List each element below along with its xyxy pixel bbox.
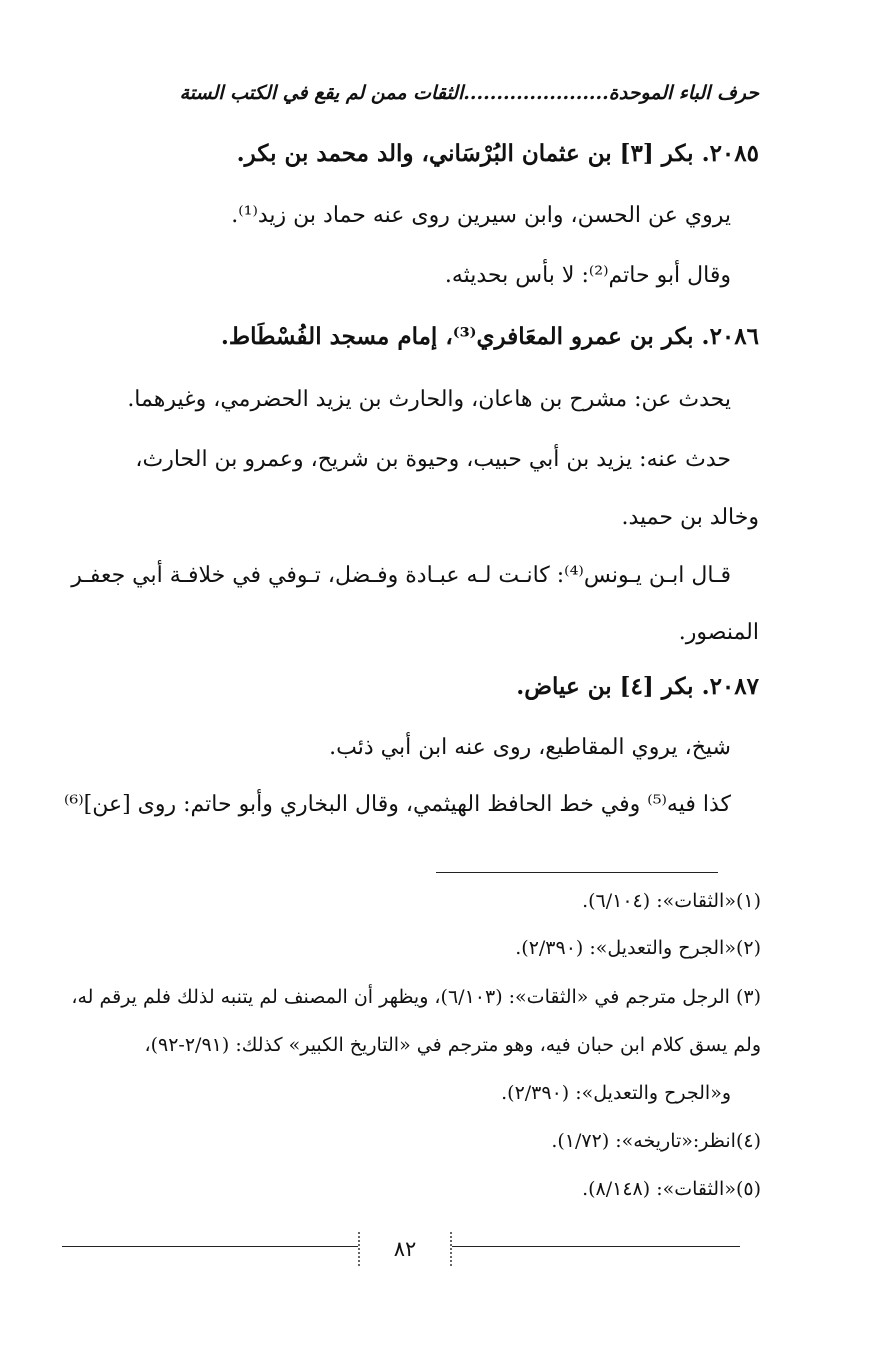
header-book-title: الثقات ممن لم يقع في الكتب الستة xyxy=(179,82,464,104)
body-line: وخالد بن حميد. xyxy=(621,505,759,530)
footnote: (١)«الثقات»: (٦/١٠٤). xyxy=(582,890,761,912)
body-line: قـال ابـن يـونس⁽⁴⁾: كانـت لـه عبـادة وفـضل، تـوفي في خلافـة أبي جعفـر xyxy=(71,563,731,588)
body-line: كذا فيه⁽⁵⁾ وفي خط الحافظ الهيثمي، وقال البخاري وأبو حاتم: روى [عن]⁽⁶⁾ xyxy=(64,792,731,817)
page-number-box xyxy=(358,1232,452,1266)
footnote: و«الجرح والتعديل»: (٢/٣٩٠). xyxy=(501,1082,731,1104)
body-line: المنصور. xyxy=(678,620,759,645)
running-header xyxy=(180,82,759,105)
footnote: (٤)انظر:«تاريخه»: (١/٧٢). xyxy=(551,1130,761,1152)
page-number: ٨٢ xyxy=(393,1237,417,1261)
footnote: (٢)«الجرح والتعديل»: (٢/٣٩٠). xyxy=(515,937,761,959)
footnote-separator xyxy=(436,872,718,873)
entry-heading-2086: ٢٠٨٦. بكر بن عمرو المعَافري⁽³⁾، إمام مسجد الفُسْطَاط. xyxy=(220,323,759,350)
body-line: يروي عن الحسن، وابن سيرين روى عنه حماد بن زيد⁽¹⁾. xyxy=(231,203,731,228)
body-line: وقال أبو حاتم⁽²⁾: لا بأس بحديثه. xyxy=(444,263,731,288)
footnote: ولم يسق كلام ابن حبان فيه، وهو مترجم في «التاريخ الكبير» كذلك: (٢/٩١-٩٢)، xyxy=(144,1034,761,1056)
footer-rule-right xyxy=(448,1246,740,1247)
footer-rule-left xyxy=(62,1246,358,1247)
body-line: شيخ، يروي المقاطيع، روى عنه ابن أبي ذئب. xyxy=(329,735,731,760)
header-dots: ...................... xyxy=(463,82,609,104)
entry-heading-2087: ٢٠٨٧. بكر [٤] بن عياض. xyxy=(516,673,759,700)
footnote: (٥)«الثقات»: (٨/١٤٨). xyxy=(582,1178,761,1200)
entry-heading-2085: ٢٠٨٥. بكر [٣] بن عثمان البُرْسَاني، والد محمد بن بكر. xyxy=(236,140,759,167)
body-line: يحدث عن: مشرح بن هاعان، والحارث بن يزيد الحضرمي، وغيرهما. xyxy=(127,387,731,412)
footnote: (٣) الرجل مترجم في «الثقات»: (٦/١٠٣)، ويظهر أن المصنف لم يتنبه لذلك فلم يرقم له، xyxy=(71,986,761,1008)
body-line: حدث عنه: يزيد بن أبي حبيب، وحيوة بن شريح، وعمرو بن الحارث، xyxy=(135,447,731,472)
header-chapter: حرف الباء الموحدة xyxy=(608,82,759,104)
